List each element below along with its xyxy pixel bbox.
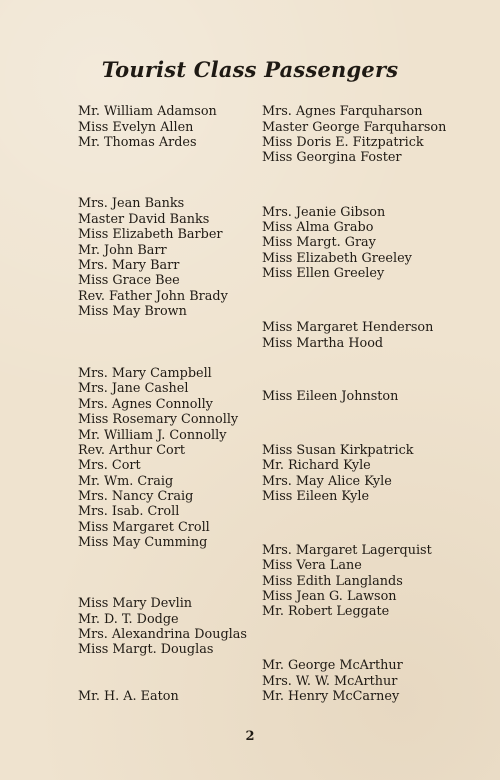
passenger-name: Miss Rosemary Connolly xyxy=(78,412,239,427)
passenger-name: Miss Jean G. Lawson xyxy=(262,589,397,604)
passenger-name: Mr. D. T. Dodge xyxy=(78,612,179,627)
passenger-name: Miss Margt. Douglas xyxy=(78,642,214,657)
passenger-name: Miss Margt. Gray xyxy=(262,235,376,250)
passenger-name: Rev. Arthur Cort xyxy=(78,443,185,458)
passenger-name: Miss Susan Kirkpatrick xyxy=(262,443,414,458)
passenger-name: Miss Grace Bee xyxy=(78,273,180,288)
passenger-name: Mrs. May Alice Kyle xyxy=(262,474,392,489)
passenger-name: Miss Alma Grabo xyxy=(262,220,374,235)
passenger-name: Mrs. Agnes Connolly xyxy=(78,397,213,412)
passenger-name: Mr. George McArthur xyxy=(262,658,403,673)
passenger-name: Mr. Richard Kyle xyxy=(262,458,371,473)
passenger-name: Miss Margaret Croll xyxy=(78,520,210,535)
passenger-name: Mr. William J. Connolly xyxy=(78,428,227,443)
passenger-name: Mrs. W. W. McArthur xyxy=(262,674,398,689)
passenger-name: Mrs. Margaret Lagerquist xyxy=(262,543,432,558)
passenger-name: Mr. William Adamson xyxy=(78,104,217,119)
passenger-name: Miss Georgina Foster xyxy=(262,150,402,165)
passenger-name: Mrs. Cort xyxy=(78,458,141,473)
passenger-name: Miss Eileen Kyle xyxy=(262,489,370,504)
passenger-name: Miss Elizabeth Barber xyxy=(78,227,223,242)
passenger-name: Miss Doris E. Fitzpatrick xyxy=(262,135,424,150)
passenger-name: Mr. John Barr xyxy=(78,243,167,258)
passenger-name: Mrs. Agnes Farquharson xyxy=(262,104,423,119)
passenger-name: Miss Eileen Johnston xyxy=(262,389,399,404)
passenger-name: Mrs. Isab. Croll xyxy=(78,504,180,519)
passenger-name: Mrs. Mary Barr xyxy=(78,258,180,273)
passenger-name: Miss Martha Hood xyxy=(262,336,384,351)
passenger-name: Mrs. Jeanie Gibson xyxy=(262,205,386,220)
passenger-name: Miss Elizabeth Greeley xyxy=(262,251,412,266)
passenger-name: Miss Mary Devlin xyxy=(78,596,193,611)
page-number: 2 xyxy=(245,729,255,744)
passenger-name: Mrs. Jean Banks xyxy=(78,196,185,211)
passenger-name: Rev. Father John Brady xyxy=(78,289,228,304)
passenger-name: Miss Evelyn Allen xyxy=(78,120,194,135)
passenger-name: Mrs. Nancy Craig xyxy=(78,489,194,504)
passenger-name: Mr. Thomas Ardes xyxy=(78,135,197,150)
passenger-name: Miss Ellen Greeley xyxy=(262,266,385,281)
passenger-name: Mr. Robert Leggate xyxy=(262,604,390,619)
page-title: Tourist Class Passengers xyxy=(101,57,399,82)
passenger-name: Mrs. Jane Cashel xyxy=(78,381,189,396)
passenger-name: Miss Vera Lane xyxy=(262,558,362,573)
passenger-name: Mr. H. A. Eaton xyxy=(78,689,179,704)
passenger-name: Miss Edith Langlands xyxy=(262,574,403,589)
passenger-name: Master George Farquharson xyxy=(262,120,447,135)
passenger-name: Mrs. Mary Campbell xyxy=(78,366,212,381)
passenger-name: Miss Margaret Henderson xyxy=(262,320,434,335)
passenger-name: Mr. Wm. Craig xyxy=(78,474,174,489)
passenger-name: Mrs. Alexandrina Douglas xyxy=(78,627,247,642)
passenger-name: Miss May Cumming xyxy=(78,535,208,550)
passenger-name: Mr. Henry McCarney xyxy=(262,689,400,704)
passenger-name: Miss May Brown xyxy=(78,304,187,319)
passenger-name: Master David Banks xyxy=(78,212,210,227)
